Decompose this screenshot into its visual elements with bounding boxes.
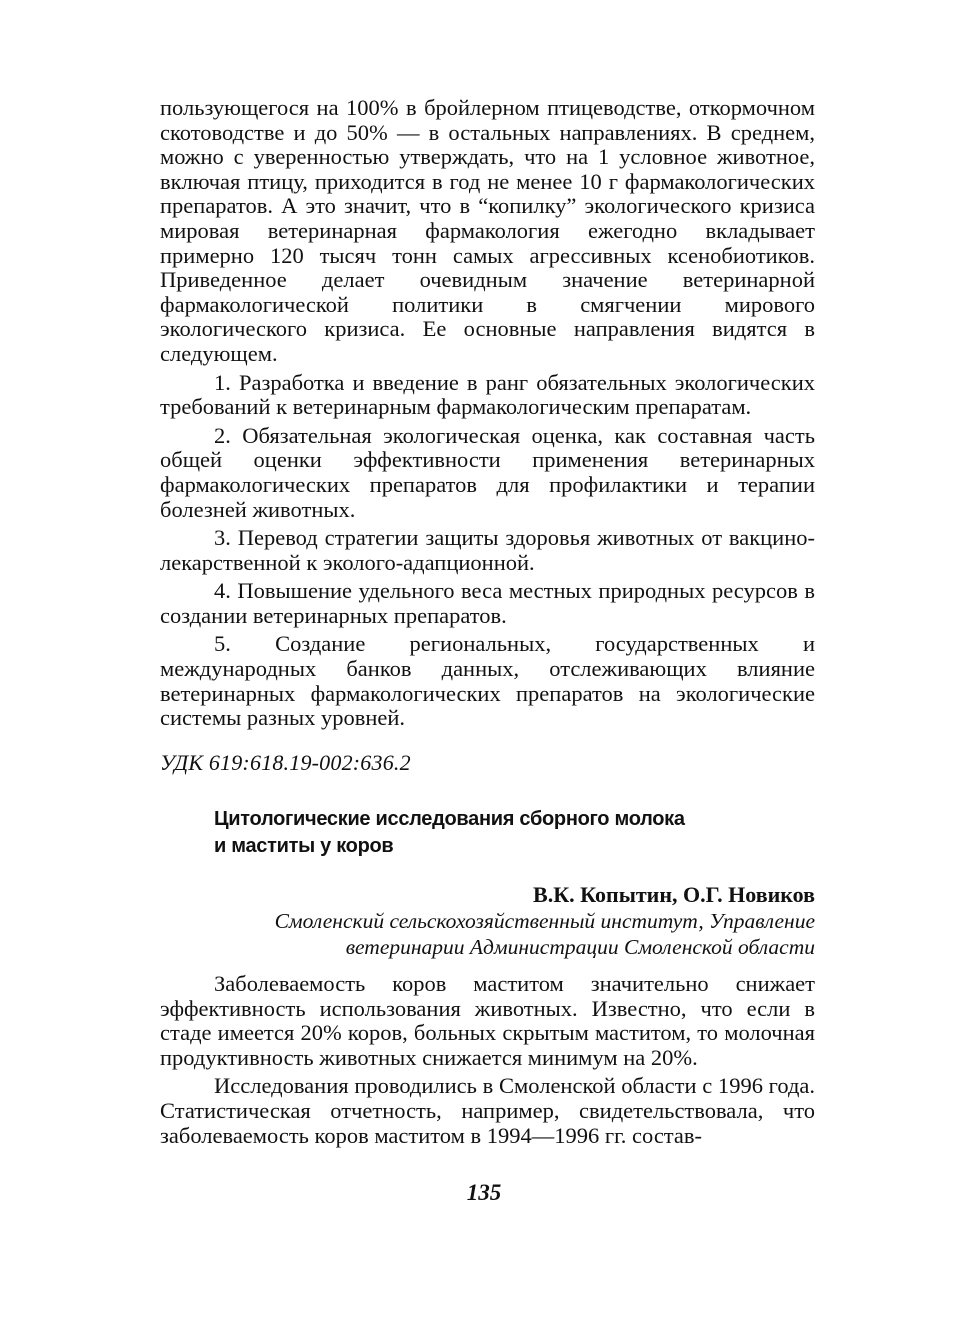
udk-code: УДК 619:618.19-002:636.2	[160, 750, 411, 775]
article-body	[160, 972, 815, 1148]
article-title-line-2: и маститы у коров	[214, 835, 394, 857]
author-affiliation	[160, 908, 815, 960]
previous-article-continuation	[160, 96, 815, 731]
article-authors: В.К. Копытин, О.Г. Новиков	[533, 882, 815, 907]
affiliation-line-1: Смоленский сельскохозяйственный институт, Управление	[274, 909, 815, 933]
list-item-2: 2. Обязательная экологическая оценка, как составная часть общей оценки эффективности применения ветеринарных фармакологических препаратов для профилактики и терапии болезней животных.	[160, 422, 815, 522]
list-item-1: 1. Разработка и введение в ранг обязательных экологических требований к ветеринарным фармакологическим препаратам.	[160, 369, 815, 420]
body-paragraph: Исследования проводились в Смоленской области с 1996 года. Статистическая отчетность, например, свидетельствовала, что заболеваемость коров маститом в 1994—1996 гг. состав-	[160, 1073, 815, 1148]
article-title-line-1: Цитологические исследования сборного молока	[214, 808, 685, 830]
list-item-3: 3. Перевод стратегии защиты здоровья животных от вакцино-лекарственной к эколого-адапционной.	[160, 525, 815, 575]
body-paragraph: пользующегося на 100% в бройлерном птицеводстве, откормочном скотоводстве и до 50% — в остальных направлениях. В среднем, можно с уверенностью утверждать, что на 1 условное животное, включая птицу, приходится в год не менее 10 г фармакологических препаратов. А это значит, что в “копилку” экологического кризиса мировая ветеринарная фармакология ежегодно вкладывает примерно 120 тысяч тонн самых агрессивных ксенобиотиков. Приведенное делает очевидным значение ветеринарной фармакологической политики в смягчении мирового экологического кризиса. Ее основные направления видятся в следующем.	[160, 95, 815, 366]
article-title	[214, 806, 794, 860]
body-paragraph: Заболеваемость коров маститом значительно снижает эффективность использования животных. Известно, что если в стаде имеется 20% коров, больных скрытым маститом, то молочная продуктивность животных снижается минимум на 20%.	[160, 971, 815, 1070]
page-number: 135	[466, 1180, 502, 1205]
list-item-4: 4. Повышение удельного веса местных природных ресурсов в создании ветеринарных препаратов.	[160, 578, 815, 628]
affiliation-line-2: ветеринарии Администрации Смоленской области	[345, 935, 815, 959]
list-item-5: 5. Создание региональных, государственных и международных банков данных, отслеживающих влияние ветеринарных фармакологических препаратов на экологические системы разных уровней.	[160, 631, 815, 731]
